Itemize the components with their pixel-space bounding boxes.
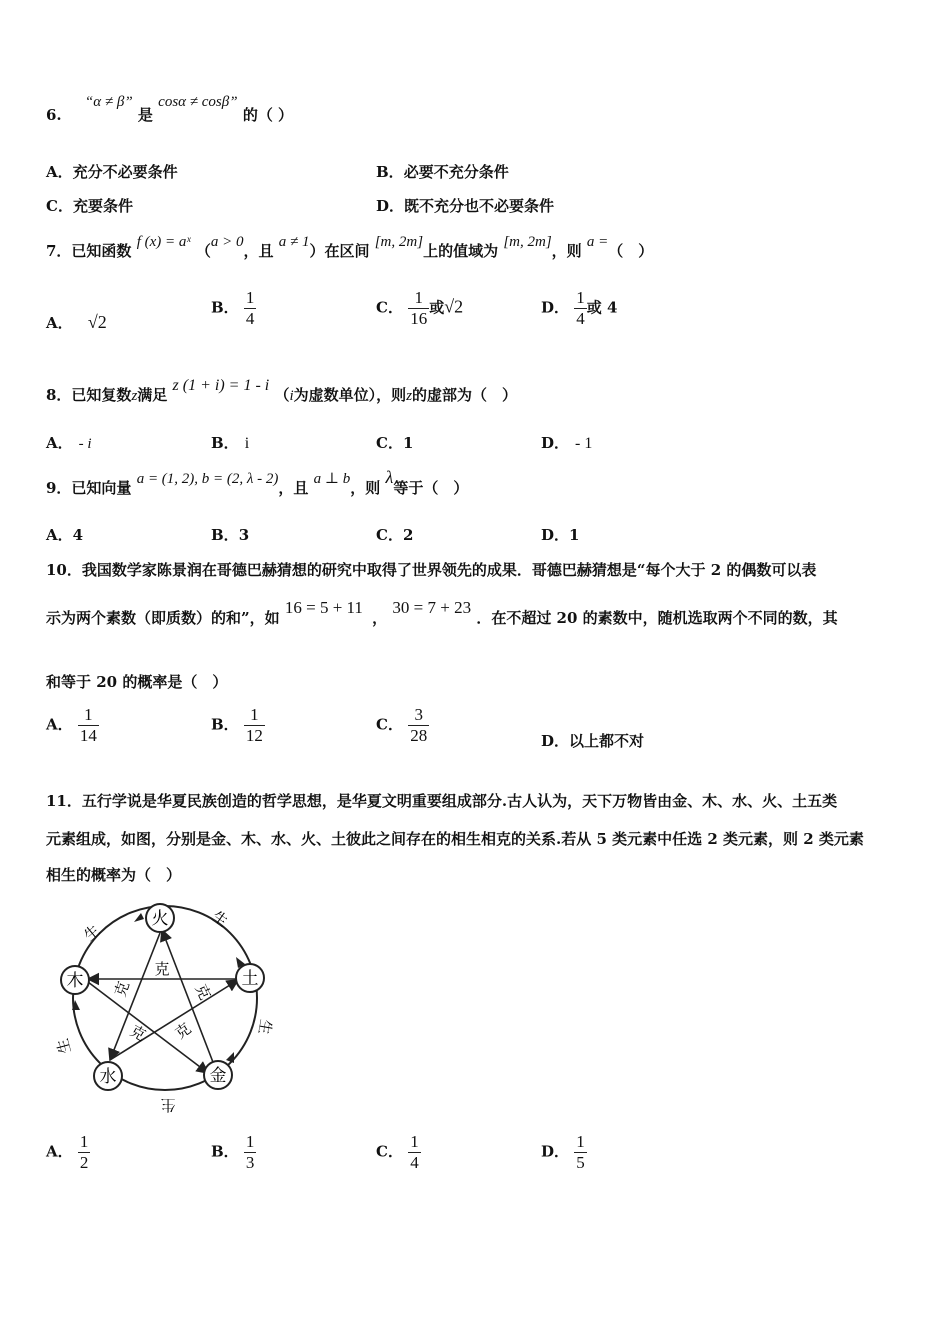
q10-example-2: 30 = 7 + 23 [392, 598, 472, 617]
q7-a-gt-0: a > 0 [210, 234, 244, 250]
var-i: i [289, 388, 294, 404]
q11-line-2: 元素组成，如图，分别是金、木、水、火、土彼此之间存在的相生相克的关系.若从 5 类元素中任选 2 类元素，则 2 类元素 [46, 830, 864, 848]
q7-option-a[interactable] [46, 302, 107, 343]
ke-label: 克 [154, 960, 170, 978]
q9-vectors: a = (1, 2), b = (2, λ - 2) [136, 471, 279, 487]
text: ，且 [278, 479, 309, 497]
option-label: D． [541, 434, 570, 452]
text: ，且 [243, 242, 274, 260]
q8-equation: z (1 + i) = 1 - i [172, 377, 270, 394]
text: 示为两个素数（即质数）的和”，如 [46, 609, 280, 627]
q7-interval-2: [m, 2m] [503, 234, 552, 250]
option-text: 既不充分也不必要条件 [404, 197, 555, 215]
q8-option-a[interactable] [46, 432, 92, 453]
text: （ ） [608, 242, 654, 260]
option-label: C． [376, 526, 403, 544]
q6-stem [46, 94, 294, 125]
q8-stem [46, 377, 518, 405]
numerator: 1 [250, 705, 259, 724]
q7-a-equals: a = [586, 234, 609, 250]
q9-perpendicular: a ⊥ b [313, 471, 351, 487]
q10-option-c[interactable] [376, 705, 429, 746]
ke-label: 克 [110, 978, 134, 1000]
q8-lead: 8．已知复数 [46, 386, 132, 404]
fraction [78, 1132, 91, 1173]
option-text: i [244, 435, 250, 452]
q7-stem [46, 234, 654, 261]
text: ，则 [551, 242, 582, 260]
q7-option-b[interactable] [211, 288, 256, 329]
text: 的虚部为（ ） [412, 386, 518, 404]
denominator: 28 [410, 726, 428, 745]
node-metal-label: 金 [209, 1066, 227, 1086]
option-label: D． [376, 197, 405, 215]
q11-option-c[interactable] [376, 1132, 421, 1173]
sheng-label: 生 [160, 1096, 176, 1114]
q10-line-2 [46, 598, 838, 628]
q8-option-b[interactable] [211, 432, 249, 453]
denominator: 5 [576, 1153, 585, 1172]
q7-lead: 7．已知函数 [46, 242, 132, 260]
text: 为虚数单位），则 [293, 386, 407, 404]
q6-option-d[interactable] [376, 195, 554, 216]
q9-option-d[interactable] [541, 524, 579, 545]
wuxing-diagram [50, 898, 290, 1123]
option-text: - 1 [575, 435, 593, 452]
q6-option-a[interactable] [46, 161, 178, 182]
var-z: z [131, 388, 138, 404]
option-value: √2 [444, 296, 464, 317]
fraction [408, 705, 429, 746]
fraction [408, 1132, 421, 1173]
option-label: D． [541, 732, 570, 750]
q6-option-b[interactable] [376, 161, 509, 182]
q7-option-d[interactable] [541, 288, 617, 329]
option-label: C． [46, 197, 73, 215]
option-label: C． [376, 298, 403, 317]
fraction [574, 288, 587, 329]
var-z: z [406, 388, 413, 404]
numerator: 3 [414, 705, 423, 724]
option-text: 充要条件 [72, 197, 133, 215]
numerator: 1 [79, 1132, 89, 1151]
sheng-label: 生 [53, 1036, 75, 1056]
node-earth-label: 土 [241, 969, 259, 989]
q6-condition-1: “α ≠ β” [84, 94, 133, 110]
q6-tail: 的（ ） [242, 106, 294, 124]
text: 上的值域为 [423, 242, 499, 260]
text: ．在不超过 20 的素数中，随机选取两个不同的数，其 [476, 609, 838, 627]
text: 等于（ ） [393, 479, 469, 497]
numerator: 1 [245, 1132, 255, 1151]
q6-number: 6. [46, 106, 62, 124]
denominator: 4 [410, 1153, 419, 1172]
option-label: D． [541, 1142, 570, 1161]
ke-label: 克 [171, 1019, 195, 1043]
numerator: 1 [245, 288, 255, 307]
or-word: 或 4 [586, 298, 618, 317]
option-label: A． [46, 526, 73, 544]
fraction [244, 705, 265, 746]
q9-lead: 9．已知向量 [46, 479, 132, 497]
ke-label: 克 [191, 981, 215, 1003]
q10-line-3: 和等于 20 的概率是（ ） [46, 673, 228, 691]
option-text: 3 [238, 526, 250, 544]
denominator: 4 [576, 309, 585, 328]
q9-option-a[interactable] [46, 524, 83, 545]
q10-option-d[interactable] [541, 730, 644, 751]
option-label: A． [46, 314, 73, 332]
option-label: B． [211, 526, 239, 544]
option-label: B． [211, 434, 239, 452]
q11-line-3: 相生的概率为（ ） [46, 866, 182, 884]
q9-option-c[interactable] [376, 524, 413, 545]
option-text: 1 [402, 434, 414, 452]
text: ， [372, 609, 388, 627]
denominator: 14 [79, 726, 97, 745]
option-text: - i [78, 436, 92, 452]
sheng-label: 生 [80, 921, 104, 945]
option-label: A． [46, 163, 73, 181]
text: ，则 [350, 479, 381, 497]
q11-option-d[interactable] [541, 1132, 587, 1173]
fraction [244, 1132, 257, 1173]
option-label: A． [46, 434, 73, 452]
numerator: 1 [576, 288, 585, 307]
option-text: 2 [402, 526, 414, 544]
option-label: C． [376, 1142, 403, 1161]
option-label: B． [211, 1142, 239, 1161]
denominator: 3 [245, 1153, 255, 1172]
q9-option-b[interactable] [211, 524, 249, 545]
q9-stem [46, 467, 469, 498]
numerator: 1 [84, 705, 93, 724]
q6-shi: 是 [137, 106, 153, 124]
option-label: D． [541, 526, 570, 544]
arrowhead [226, 1052, 234, 1063]
fraction [574, 1132, 587, 1173]
q7-a-ne-1: a ≠ 1 [278, 234, 310, 250]
q11-option-a[interactable] [46, 1132, 90, 1173]
or-word: 或 [429, 298, 445, 317]
option-label: B． [211, 298, 239, 317]
fraction [78, 705, 99, 746]
option-label: B． [211, 715, 239, 734]
option-label: A． [46, 1142, 73, 1161]
option-label: B． [376, 163, 404, 181]
q8-option-d[interactable] [541, 432, 592, 453]
ke-label: 克 [126, 1021, 150, 1045]
q10-example-1: 16 = 5 + 11 [284, 598, 363, 617]
var-lambda: λ [385, 467, 394, 487]
option-label: C． [376, 434, 403, 452]
q7-function: f (x) = aˣ [136, 234, 191, 250]
text: 满足 [137, 386, 168, 404]
q8-option-c[interactable] [376, 432, 413, 453]
sheng-label: 生 [208, 907, 232, 931]
denominator: 16 [410, 309, 428, 328]
q7-interval-1: [m, 2m] [374, 234, 424, 250]
fraction [244, 288, 257, 329]
q6-condition-2: cosα ≠ cosβ” [158, 94, 238, 110]
q11-option-b[interactable] [211, 1132, 256, 1173]
option-text: 充分不必要条件 [72, 163, 178, 181]
ke-pentagram [88, 930, 248, 1073]
option-label: A． [46, 715, 73, 734]
numerator: 1 [410, 1132, 419, 1151]
option-value: √2 [87, 312, 107, 332]
option-label: D． [541, 298, 570, 317]
sheng-label: 生 [254, 1018, 276, 1036]
option-text: 必要不充分条件 [403, 163, 509, 181]
option-text: 4 [72, 526, 84, 544]
q7-option-c[interactable] [376, 288, 463, 329]
option-text: 以上都不对 [569, 732, 645, 750]
q10-option-b[interactable] [211, 705, 265, 746]
denominator: 12 [245, 726, 263, 745]
text: （ [274, 386, 290, 404]
node-wood-label: 木 [66, 971, 84, 991]
node-water-label: 水 [99, 1067, 117, 1087]
denominator: 4 [245, 309, 255, 328]
q10-option-a[interactable] [46, 705, 99, 746]
node-fire-label: 火 [151, 909, 169, 929]
q10-line-1: 10．我国数学家陈景润在哥德巴赫猜想的研究中取得了世界领先的成果．哥德巴赫猜想是“每个大于 2 的偶数可以表 [46, 561, 817, 579]
text: ）在区间 [309, 242, 370, 260]
arrowhead [134, 913, 144, 922]
fraction [408, 288, 429, 329]
option-text: 1 [569, 526, 580, 544]
text: （ [195, 242, 211, 260]
numerator: 1 [576, 1132, 585, 1151]
q11-line-1: 11．五行学说是华夏民族创造的哲学思想，是华夏文明重要组成部分.古人认为，天下万物皆由金、木、水、火、土五类 [46, 792, 838, 810]
option-label: C． [376, 715, 403, 734]
numerator: 1 [414, 288, 423, 307]
q6-option-c[interactable] [46, 195, 133, 216]
denominator: 2 [79, 1153, 89, 1172]
